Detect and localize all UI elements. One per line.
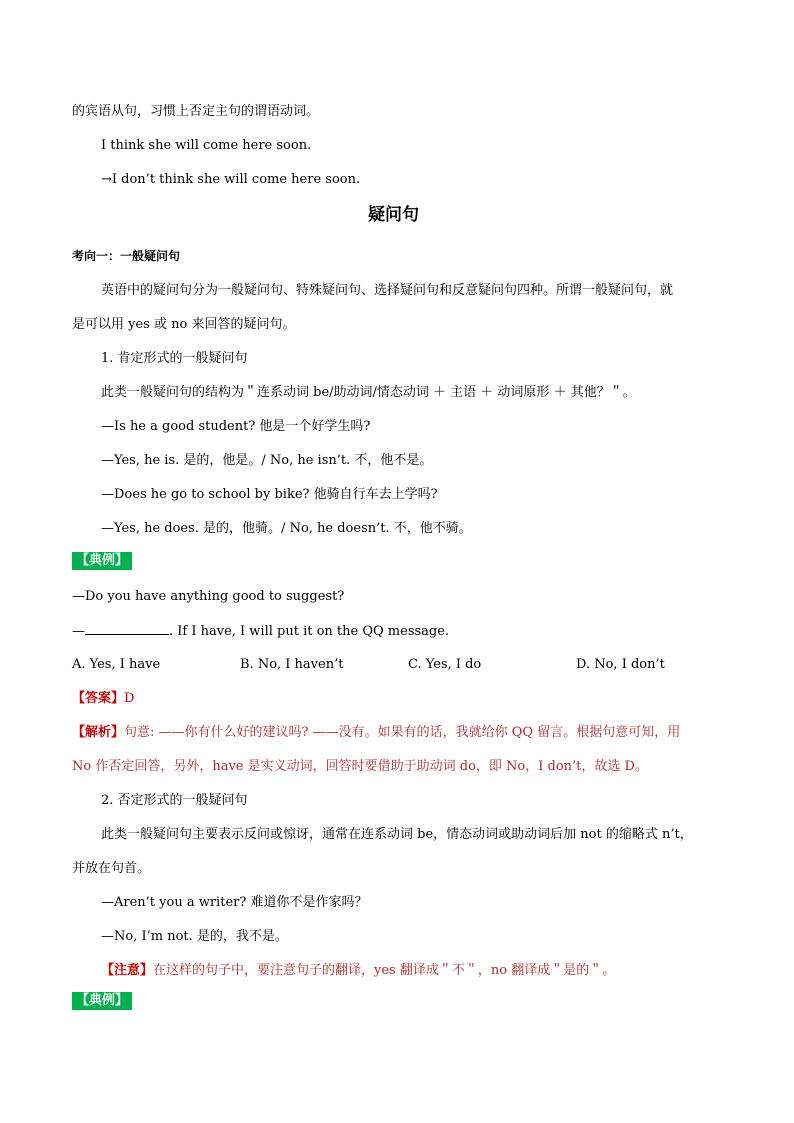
body-line: 是可以用 yes 或 no 来回答的疑问句。 — [72, 317, 296, 332]
answer-blank — [85, 622, 169, 635]
explanation-line: No 作否定回答，另外，have 是实义动词，回答时要借助于助动词 do，即 No，I don’t，故选 D。 — [72, 759, 648, 774]
answer-label: 【答案】 — [72, 691, 125, 706]
question-line — [72, 622, 449, 641]
example-sentence: →I don’t think she will come here soon. — [101, 172, 361, 187]
body-line: 此类一般疑问句主要表示反问或惊讶，通常在连系动词 be，情态动词或助动词后加 not 的缩略式 n’t， — [101, 827, 693, 842]
body-line: 的宾语从句，习惯上否定主句的谓语动词。 — [72, 104, 320, 119]
example-sentence: —Does he go to school by bike? 他骑自行车去上学吗? — [101, 487, 438, 502]
option-b: B. No, I haven’t — [240, 657, 344, 672]
option-a: A. Yes, I have — [72, 657, 161, 672]
point-heading: 2. 否定形式的一般疑问句 — [101, 793, 248, 808]
body-line: 英语中的疑问句分为一般疑问句、特殊疑问句、选择疑问句和反意疑问句四种。所谓一般疑问句，就 — [101, 283, 674, 298]
example-sentence: I think she will come here soon. — [101, 138, 312, 153]
example-tag: 【典例】 — [72, 992, 132, 1010]
point-heading: 1. 肯定形式的一般疑问句 — [101, 351, 248, 366]
option-c: C. Yes, I do — [408, 657, 482, 672]
note-line — [101, 962, 615, 980]
note-label: 【注意】 — [101, 963, 154, 978]
subsection-heading: 考向一：一般疑问句 — [72, 249, 181, 263]
explanation-line — [72, 724, 680, 742]
answer-value: D — [124, 691, 135, 706]
body-line: 此类一般疑问句的结构为＂连系动词 be/助动词/情态动词 ＋ 主语 ＋ 动词原形 ＋ 其他？＂。 — [101, 385, 636, 400]
example-sentence: —Yes, he is. 是的，他是。/ No, he isn’t. 不，他不是。 — [101, 453, 433, 468]
example-sentence: —Aren’t you a writer? 难道你不是作家吗？ — [101, 895, 368, 910]
example-sentence: —No, I’m not. 是的，我不是。 — [101, 929, 288, 944]
body-line: 并放在句首。 — [72, 861, 151, 876]
example-sentence: —Yes, he does. 是的，他骑。/ No, he doesn’t. 不，他不骑。 — [101, 521, 472, 536]
explanation-label: 【解析】 — [72, 725, 125, 740]
section-title: 疑问句 — [368, 205, 419, 225]
example-sentence: —Is he a good student? 他是一个好学生吗? — [101, 419, 371, 434]
question-text: . If I have, I will put it on the QQ message. — [169, 624, 450, 639]
example-tag: 【典例】 — [72, 552, 132, 570]
answer-line — [72, 690, 134, 708]
note-text: 在这样的句子中，要注意句子的翻译，yes 翻译成＂不＂，no 翻译成＂是的＂。 — [153, 963, 616, 978]
option-d: D. No, I don’t — [576, 657, 665, 672]
question-line: —Do you have anything good to suggest? — [72, 589, 345, 604]
explanation-text: 句意: ——你有什么好的建议吗? ——没有。如果有的话，我就给你 QQ 留言。根据句意可知，用 — [124, 725, 681, 740]
dash: — — [72, 624, 85, 639]
